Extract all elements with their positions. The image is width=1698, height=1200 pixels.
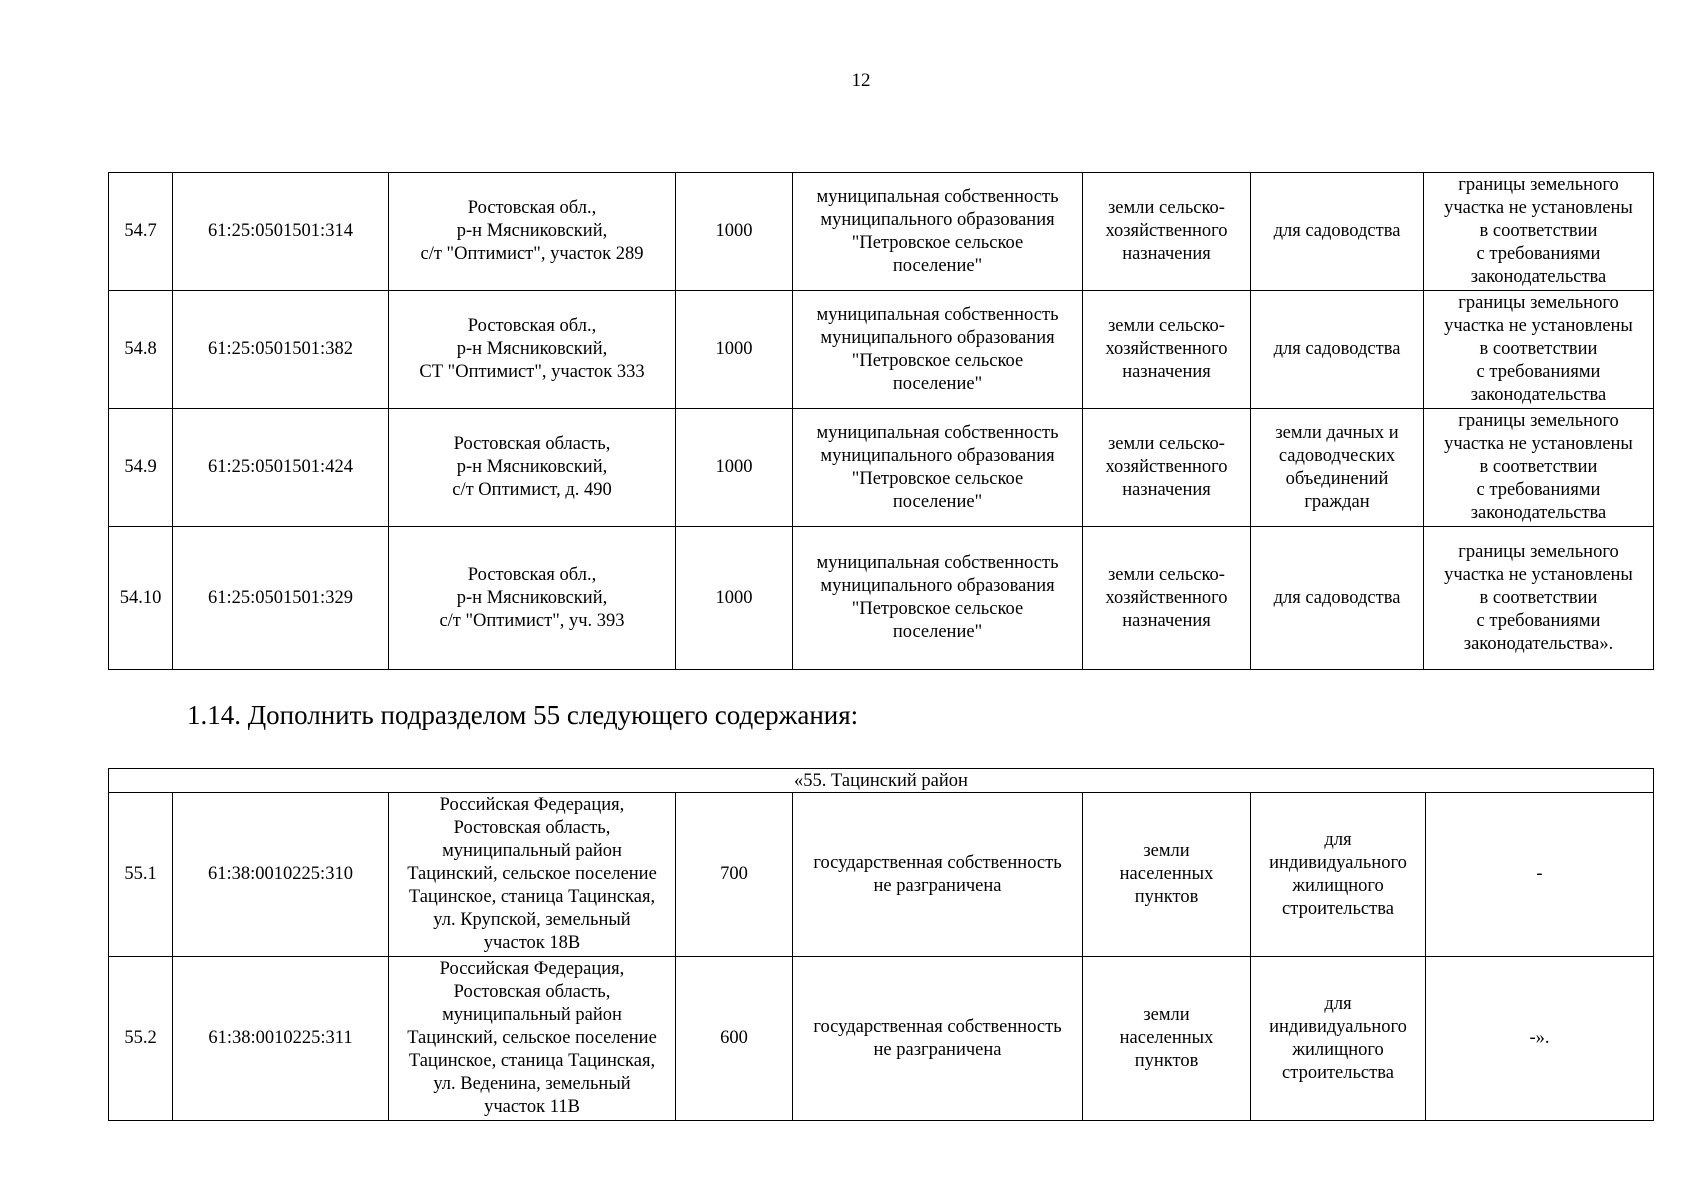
land-category: земли сельско- хозяйственного назначения	[1083, 291, 1251, 409]
table-row	[109, 793, 1654, 957]
land-category: земли сельско- хозяйственного назначения	[1083, 409, 1251, 527]
row-number: 54.8	[109, 291, 173, 409]
permitted-use: для индивидуального жилищного строительства	[1251, 957, 1426, 1121]
plot-area: 700	[676, 793, 793, 957]
plot-address: Ростовская обл., р-н Мясниковский, СТ "Оптимист", участок 333	[389, 291, 676, 409]
plot-address: Ростовская обл., р-н Мясниковский, с/т "Оптимист", уч. 393	[389, 527, 676, 670]
section-title-row	[109, 769, 1654, 793]
plot-area: 1000	[676, 291, 793, 409]
boundary-note: -	[1426, 793, 1654, 957]
permitted-use: для садоводства	[1251, 173, 1424, 291]
boundary-note: границы земельного участка не установлены в соответствии с требованиями законодательства	[1424, 409, 1654, 527]
land-category: земли населенных пунктов	[1083, 793, 1251, 957]
cadastral-number: 61:25:0501501:329	[173, 527, 389, 670]
cadastral-number: 61:25:0501501:424	[173, 409, 389, 527]
plot-address: Российская Федерация, Ростовская область, муниципальный район Тацинский, сельское поселение Тацинское, станица Тацинская, ул. Крупской, земельный участок 18В	[389, 793, 676, 957]
permitted-use: для садоводства	[1251, 291, 1424, 409]
ownership-form: муниципальная собственность муниципального образования "Петровское сельское поселение"	[793, 173, 1083, 291]
land-plots-table-section-55	[108, 768, 1654, 1121]
ownership-form: государственная собственность не разграничена	[793, 957, 1083, 1121]
land-category: земли населенных пунктов	[1083, 957, 1251, 1121]
permitted-use: для индивидуального жилищного строительства	[1251, 793, 1426, 957]
cadastral-number: 61:38:0010225:311	[173, 957, 389, 1121]
table-row	[109, 291, 1654, 409]
land-plots-table-section-54	[108, 172, 1654, 670]
table-row	[109, 173, 1654, 291]
row-number: 54.7	[109, 173, 173, 291]
permitted-use: для садоводства	[1251, 527, 1424, 670]
plot-area: 600	[676, 957, 793, 1121]
plot-area: 1000	[676, 527, 793, 670]
boundary-note: границы земельного участка не установлены в соответствии с требованиями законодательства	[1424, 291, 1654, 409]
section-title: «55. Тацинский район	[109, 769, 1654, 793]
row-number: 54.10	[109, 527, 173, 670]
row-number: 55.2	[109, 957, 173, 1121]
row-number: 54.9	[109, 409, 173, 527]
boundary-note: границы земельного участка не установлены в соответствии с требованиями законодательства	[1424, 173, 1654, 291]
boundary-note: -».	[1426, 957, 1654, 1121]
plot-address: Ростовская область, р-н Мясниковский, с/т Оптимист, д. 490	[389, 409, 676, 527]
ownership-form: муниципальная собственность муниципального образования "Петровское сельское поселение"	[793, 527, 1083, 670]
land-category: земли сельско- хозяйственного назначения	[1083, 173, 1251, 291]
permitted-use: земли дачных и садоводческих объединений граждан	[1251, 409, 1424, 527]
plot-address: Российская Федерация, Ростовская область, муниципальный район Тацинский, сельское поселение Тацинское, станица Тацинская, ул. Веденина, земельный участок 11В	[389, 957, 676, 1121]
table-row	[109, 409, 1654, 527]
plot-area: 1000	[676, 409, 793, 527]
ownership-form: муниципальная собственность муниципального образования "Петровское сельское поселение"	[793, 409, 1083, 527]
plot-address: Ростовская обл., р-н Мясниковский, с/т "Оптимист", участок 289	[389, 173, 676, 291]
page-number: 12	[851, 70, 871, 91]
table-row	[109, 957, 1654, 1121]
amendment-heading: 1.14. Дополнить подразделом 55 следующего содержания:	[187, 700, 859, 730]
boundary-note: границы земельного участка не установлены в соответствии с требованиями законодательства».	[1424, 527, 1654, 670]
plot-area: 1000	[676, 173, 793, 291]
ownership-form: муниципальная собственность муниципального образования "Петровское сельское поселение"	[793, 291, 1083, 409]
row-number: 55.1	[109, 793, 173, 957]
cadastral-number: 61:25:0501501:314	[173, 173, 389, 291]
ownership-form: государственная собственность не разграничена	[793, 793, 1083, 957]
cadastral-number: 61:25:0501501:382	[173, 291, 389, 409]
table-row	[109, 527, 1654, 670]
land-category: земли сельско- хозяйственного назначения	[1083, 527, 1251, 670]
cadastral-number: 61:38:0010225:310	[173, 793, 389, 957]
